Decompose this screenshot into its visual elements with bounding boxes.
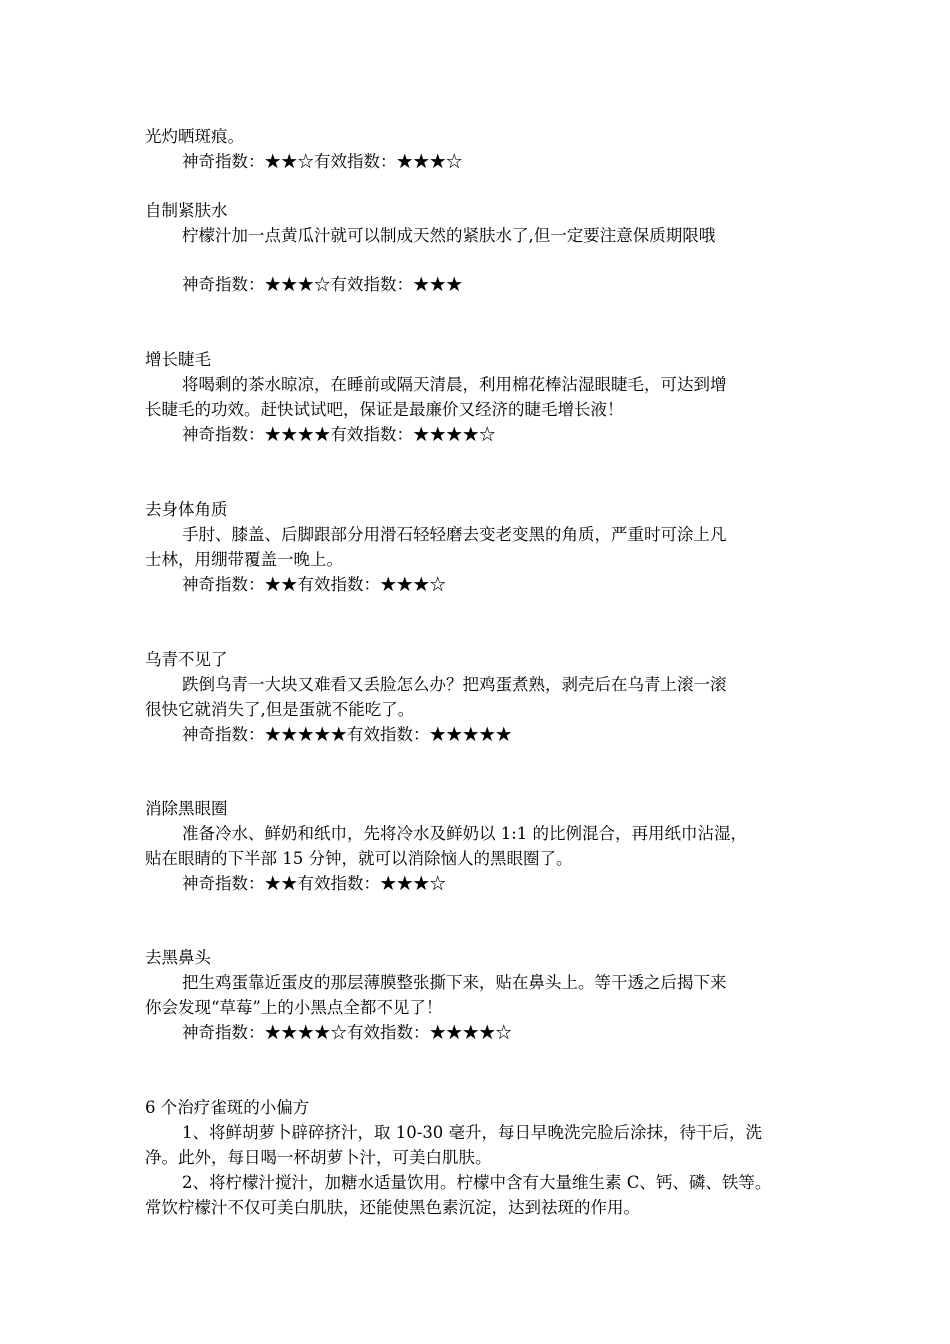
section-heading: 去身体角质 bbox=[145, 500, 228, 519]
rating-line: 神奇指数：★★有效指数：★★★☆ bbox=[182, 874, 446, 893]
section-heading: 自制紧肤水 bbox=[145, 201, 228, 220]
section-heading: 消除黑眼圈 bbox=[145, 799, 228, 818]
rating-line: 神奇指数：★★★☆有效指数：★★★ bbox=[182, 275, 463, 294]
paragraph-line: 净。此外，每日喝一杯胡萝卜汁，可美白肌肤。 bbox=[145, 1148, 492, 1167]
paragraph-line: 你会发现“草莓”上的小黑点全都不见了！ bbox=[145, 998, 443, 1017]
paragraph-line: 1、将鲜胡萝卜辟碎挤汁，取 10-30 毫升，每日早晚洗完脸后涂抹，待干后，洗 bbox=[182, 1123, 763, 1142]
section-heading: 6 个治疗雀斑的小偏方 bbox=[145, 1098, 310, 1117]
paragraph-line: 跌倒乌青一大块又难看又丢脸怎么办？把鸡蛋煮熟，剥壳后在乌青上滚一滚 bbox=[182, 675, 727, 694]
rating-line: 神奇指数：★★☆有效指数：★★★☆ bbox=[182, 152, 463, 171]
paragraph-line: 光灼晒斑痕。 bbox=[145, 127, 244, 146]
rating-line: 神奇指数：★★有效指数：★★★☆ bbox=[182, 575, 446, 594]
paragraph-line: 贴在眼睛的下半部 15 分钟，就可以消除恼人的黑眼圈了。 bbox=[145, 849, 573, 868]
paragraph-line: 2、将柠檬汁搅汁，加糖水适量饮用。柠檬中含有大量维生素 C、钙、磷、铁等。 bbox=[182, 1173, 772, 1192]
paragraph-line: 把生鸡蛋靠近蛋皮的那层薄膜整张撕下来，贴在鼻头上。等干透之后揭下来 bbox=[182, 973, 727, 992]
paragraph-line: 士林，用绷带覆盖一晚上。 bbox=[145, 550, 343, 569]
rating-line: 神奇指数：★★★★☆有效指数：★★★★☆ bbox=[182, 1023, 512, 1042]
paragraph-line: 长睫毛的功效。赶快试试吧，保证是最廉价又经济的睫毛增长液！ bbox=[145, 400, 624, 419]
section-heading: 去黑鼻头 bbox=[145, 948, 211, 967]
section-heading: 增长睫毛 bbox=[145, 350, 211, 369]
paragraph-line: 柠檬汁加一点黄瓜汁就可以制成天然的紧肤水了,但一定要注意保质期限哦 bbox=[182, 226, 716, 245]
paragraph-line: 准备冷水、鲜奶和纸巾，先将冷水及鲜奶以 1:1 的比例混合，再用纸巾沾湿， bbox=[182, 824, 748, 843]
paragraph-line: 将喝剩的茶水晾凉，在睡前或隔天清晨，利用棉花棒沾湿眼睫毛，可达到增 bbox=[182, 375, 727, 394]
section-heading: 乌青不见了 bbox=[145, 650, 228, 669]
paragraph-line: 很快它就消失了,但是蛋就不能吃了。 bbox=[145, 700, 415, 719]
rating-line: 神奇指数：★★★★有效指数：★★★★☆ bbox=[182, 425, 496, 444]
paragraph-line: 常饮柠檬汁不仅可美白肌肤，还能使黑色素沉淀，达到祛斑的作用。 bbox=[145, 1198, 640, 1217]
rating-line: 神奇指数：★★★★★有效指数：★★★★★ bbox=[182, 725, 512, 744]
paragraph-line: 手肘、膝盖、后脚跟部分用滑石轻轻磨去变老变黑的角质，严重时可涂上凡 bbox=[182, 525, 727, 544]
